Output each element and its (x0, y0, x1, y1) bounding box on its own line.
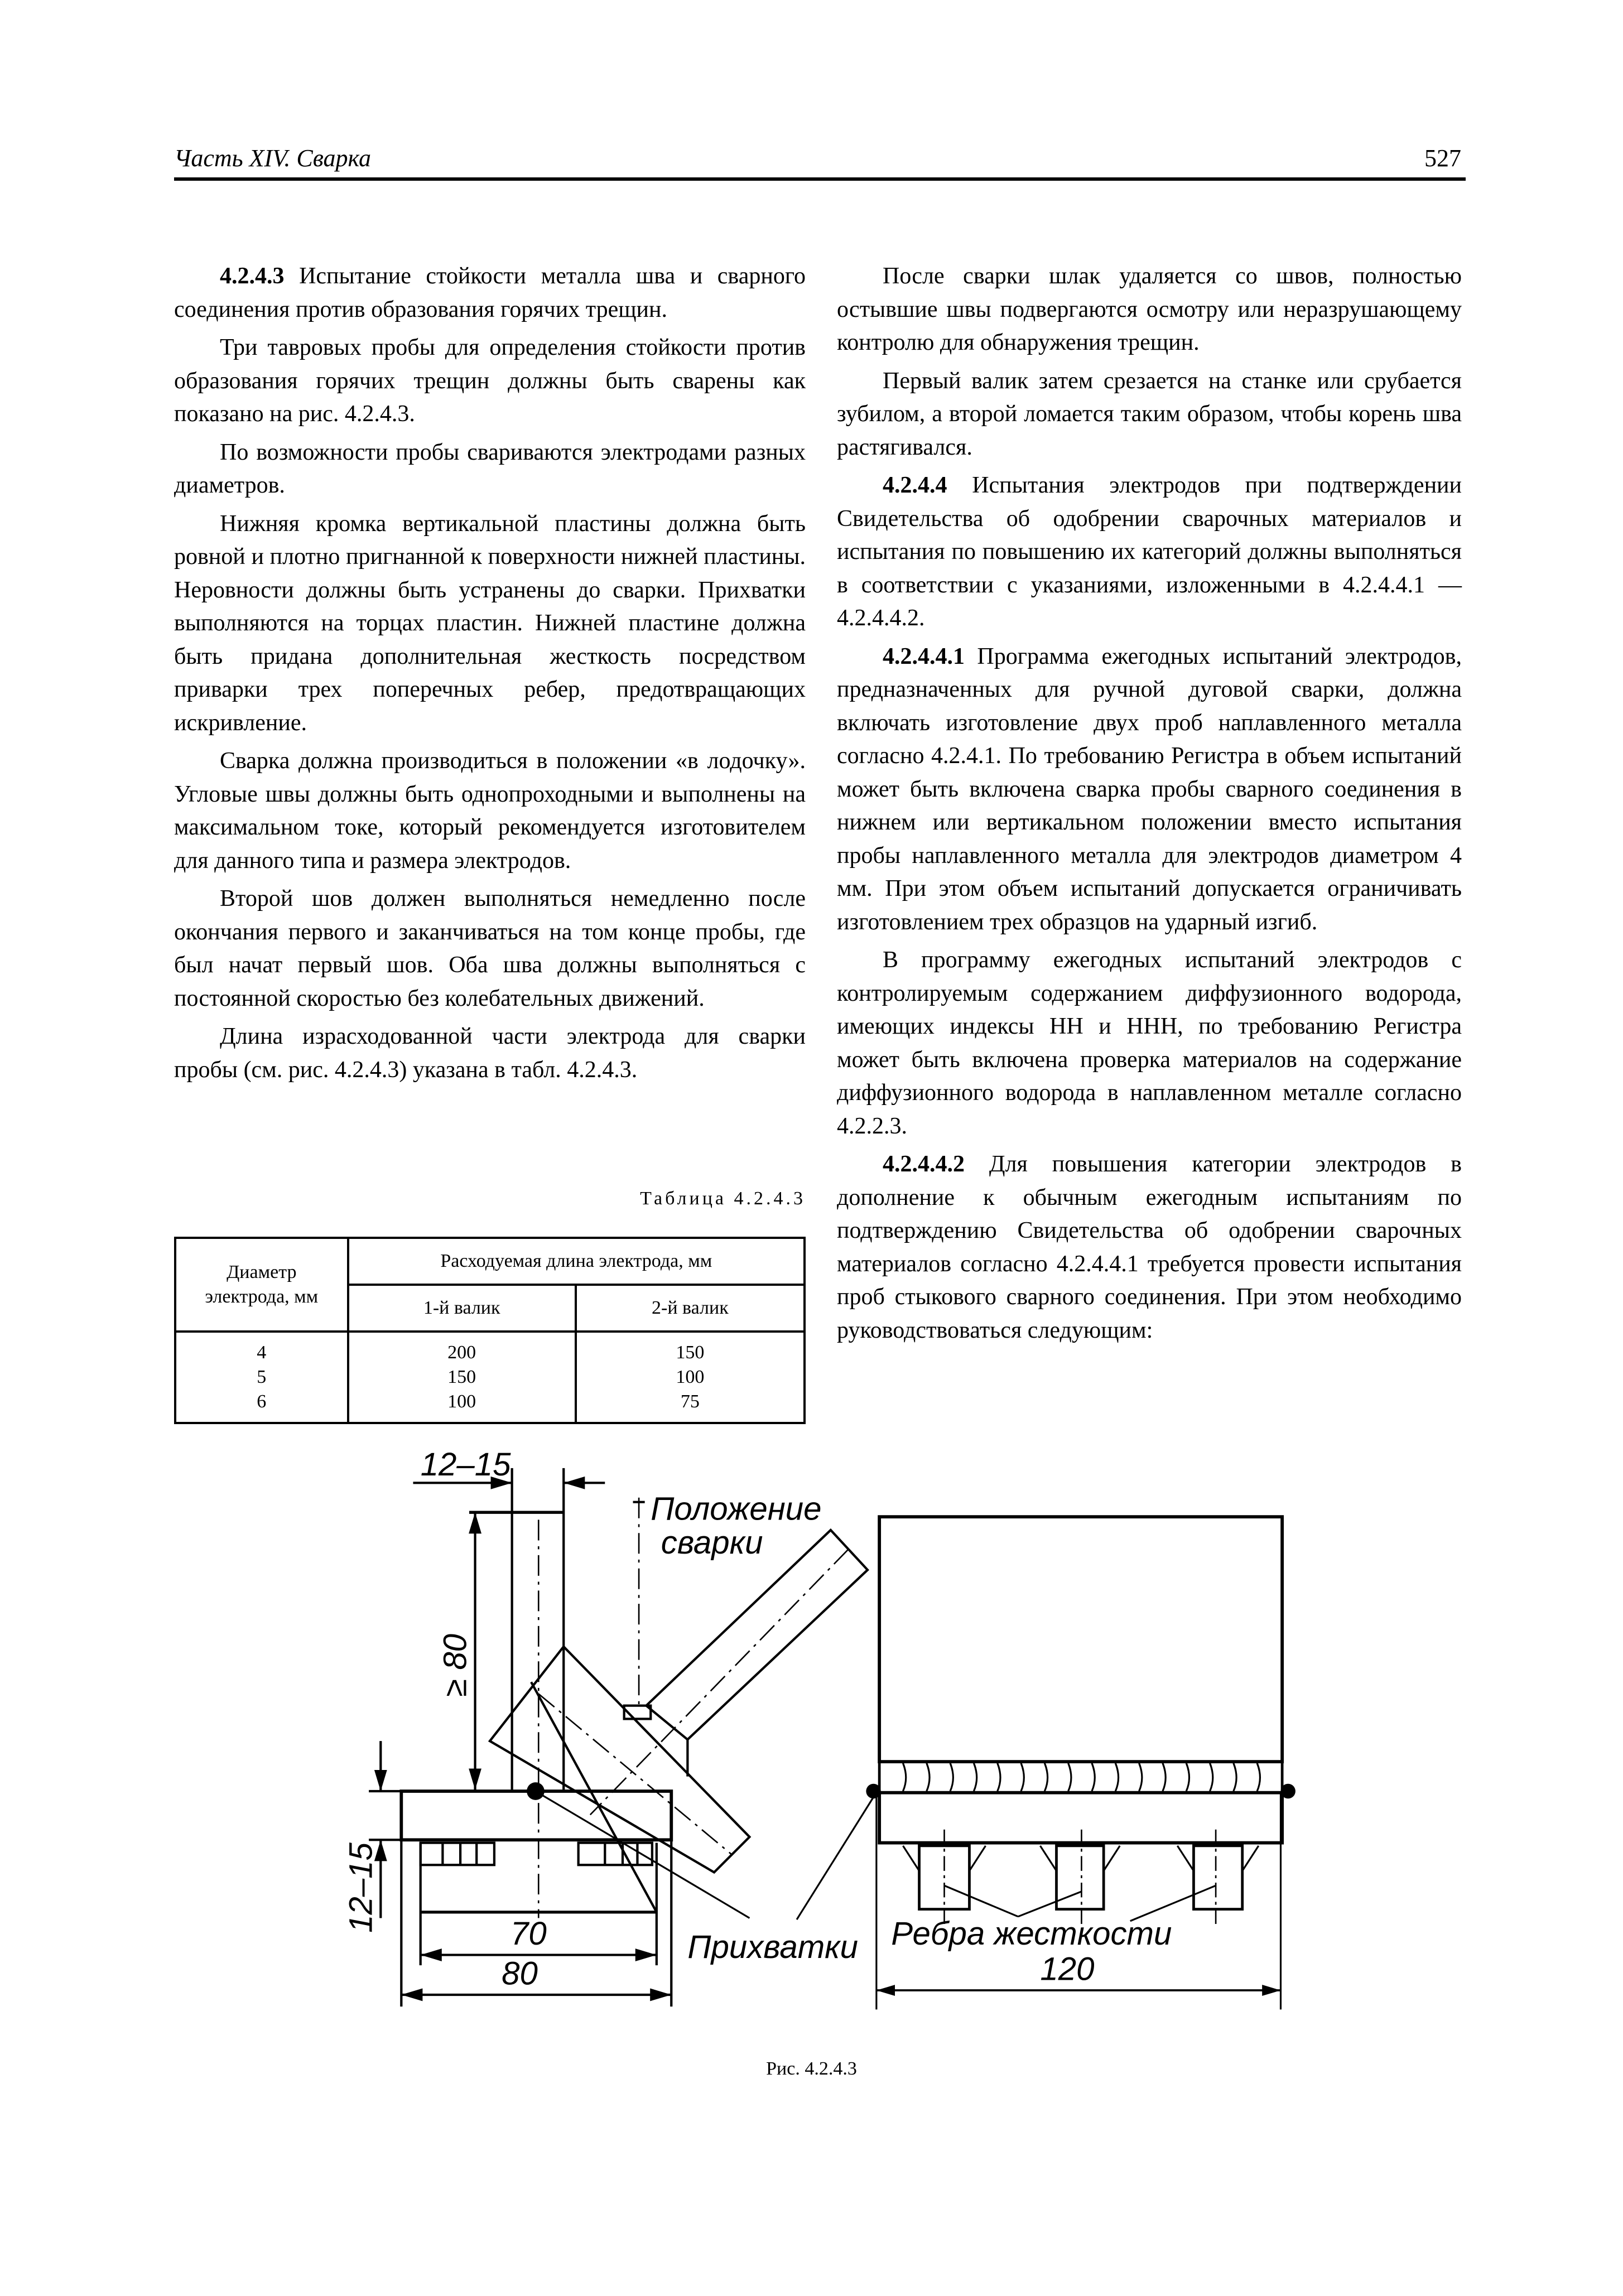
paragraph: Длина израсходованной части электрода для сварки пробы (см. рис. 4.2.4.3) указана в табл. 4.2.4.3. (174, 1024, 806, 1083)
figure-caption: Рис. 4.2.4.3 (766, 2058, 857, 2079)
header-diameter: Диаметр электрода, мм (175, 1238, 348, 1332)
cell-second-pass: 150 100 75 (576, 1332, 805, 1423)
header-first-pass: 1-й валик (348, 1285, 576, 1332)
paragraph: В программу ежегодных испытаний электродов с контролируемым содержанием диффузионного водорода, имеющих индексы НН и ННН, по требованию Регистра может быть включена проверка материалов на содержание диффузионного водорода в наплавленном металле согласно 4.2.2.3. (837, 947, 1462, 1139)
header-consumed-length: Расходуемая длина электрода, мм (348, 1238, 805, 1285)
table-caption: Таблица 4.2.4.3 (640, 1188, 806, 1209)
label-welding-position-line1: Положение (651, 1491, 822, 1527)
dim-thickness-left: 12–15 (343, 1842, 379, 1933)
weld-point-left (866, 1784, 880, 1798)
page-number: 527 (1424, 144, 1461, 172)
paragraph-text: Испытания электродов при подтверждении Свидетельства об одобрении сварочных материалов и испытания по повышению их категорий должны выполняться в соответствии с указаниями, изложенными в 4.2.4.4.1 — 4.2.4.4.2. (837, 472, 1462, 631)
section-number: 4.2.4.4 (883, 472, 947, 498)
dim-80: 80 (502, 1955, 538, 1992)
cell-diameters: 4 5 6 (175, 1332, 348, 1423)
dim-thickness-top: 12–15 (420, 1446, 511, 1483)
dim-height: ≥ 80 (437, 1633, 474, 1697)
weld-point (527, 1782, 545, 1800)
label-welding-position-line2: сварки (661, 1525, 763, 1561)
section-number: 4.2.4.4.2 (883, 1151, 965, 1177)
section-number: 4.2.4.3 (220, 263, 285, 289)
paragraph: Сварка должна производиться в положении «в лодочку». Угловые швы должны быть однопроходными и выполнены на максимальном токе, который рекомендуется изготовителем для данного типа и размера электродов. (174, 748, 806, 874)
paragraph: Первый валик затем срезается на станке или срубается зубилом, а второй ломается таким образом, чтобы корень шва растягивался. (837, 368, 1462, 460)
paragraph: По возможности пробы свариваются электродами разных диаметров. (174, 439, 806, 498)
label-tack-welds: Прихватки (687, 1928, 859, 1965)
dim-120: 120 (1040, 1951, 1095, 1988)
cell-first-pass: 200 150 100 (348, 1332, 576, 1423)
dim-70: 70 (511, 1916, 547, 1952)
weld-point-right (1280, 1784, 1295, 1798)
paragraph: Второй шов должен выполняться немедленно после окончания первого и заканчиваться на том конце пробы, где был начат первый шов. Оба шва должны выполняться с постоянной скоростью без колебательных движений. (174, 886, 806, 1011)
paragraph: Три тавровых пробы для определения стойкости против образования горячих трещин должны быть сварены как показано на рис. 4.2.4.3. (174, 335, 806, 427)
paragraph-text: Для повышения категории электродов в дополнение к обычным ежегодным испытаниям по подтверждению Свидетельства об одобрении сварочных материалов согласно 4.2.4.4.1 требуется провести испытания проб стыкового сварного соединения. При этом необходимо руководствоваться следующим: (837, 1151, 1462, 1343)
side-view (369, 1468, 873, 2006)
header-second-pass: 2-й валик (576, 1285, 805, 1332)
paragraph-text: Программа ежегодных испытаний электродов, предназначенных для ручной дуговой сварки, должна включать изготовление двух проб наплавленного металла согласно 4.2.4.1. По требованию Регистра в объем испытаний может быть включена сварка пробы сварного соединения в нижнем или вертикальном положении вместо испытания пробы наплавленного металла для электродов диаметром 4 мм. При этом объем испытаний допускается ограничивать изготовлением трех образцов на ударный изгиб. (837, 643, 1462, 935)
paragraph-text: Испытание стойкости металла шва и сварного соединения против образования горячих трещин. (174, 263, 806, 322)
paragraph: После сварки шлак удаляется со швов, полностью остывшие швы подвергаются осмотру или неразрушающему контролю для обнаружения трещин. (837, 263, 1462, 355)
section-number: 4.2.4.4.1 (883, 643, 965, 669)
label-stiffening-ribs: Ребра жесткости (891, 1916, 1172, 1952)
paragraph: Нижняя кромка вертикальной пластины должна быть ровной и плотно пригнанной к поверхности нижней пластины. Неровности должны быть устранены до сварки. Прихватки выполняются на торцах пластин. Нижней пластине должна быть придана дополнительная жесткость посредством приварки трех поперечных ребер, предотвращающих искривление. (174, 510, 806, 736)
running-header-title: Часть XIV. Сварка (174, 144, 372, 172)
